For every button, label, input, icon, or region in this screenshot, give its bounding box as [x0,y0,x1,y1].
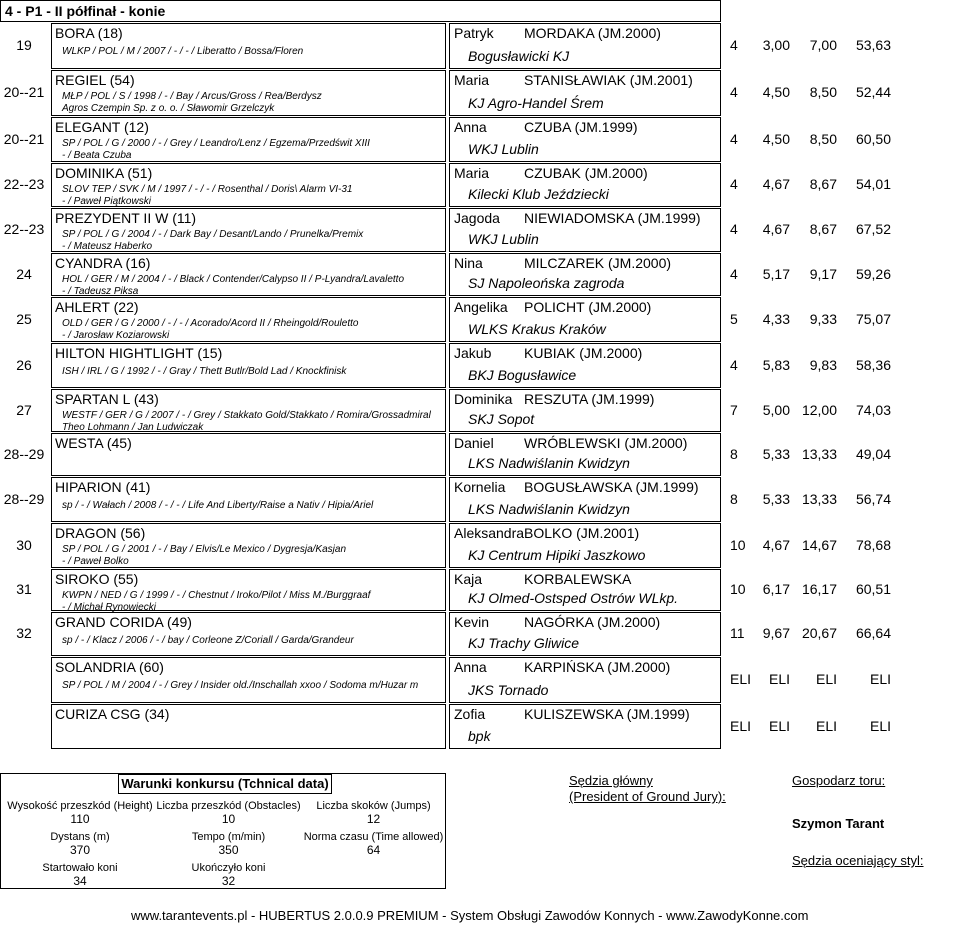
rider-cell [449,523,721,568]
rider-last-name: NIEWIADOMSKA (JM.1999) [524,210,701,226]
faults-round2: 4,67 [762,221,790,237]
faults-round1: 11 [730,625,745,641]
chief-judge-label-en: (President of Ground Jury): [569,789,726,804]
rider-last-name: STANISŁAWIAK (JM.2001) [524,72,693,88]
horse-name: DOMINIKA (51) [55,165,153,181]
placing: 25 [16,311,32,327]
finished-value: 32 [221,874,236,888]
rider-club: KJ Olmed-Ostsped Ostrów WLkp. [468,590,679,606]
faults-total: ELI [815,671,837,687]
faults-round1: 4 [730,221,738,237]
tempo-label: Tempo (m/min) [191,831,266,843]
rider-last-name: KUBIAK (JM.2000) [524,345,643,361]
faults-total: 9,83 [809,357,837,373]
horse-details: SP / POL / G / 2004 / - / Dark Bay / Desant/Lando / Prunelka/Premix [62,229,364,240]
result-row [0,343,960,388]
rider-last-name: BOLKO (JM.2001) [524,525,640,541]
faults-total: 13,33 [801,446,837,462]
page-title: 4 - P1 - II półfinał - konie [0,0,721,22]
rider-cell [449,612,721,656]
result-row [0,389,960,432]
time: 54,01 [855,176,891,192]
rider-first-name: Anna [454,119,487,135]
time: 60,50 [855,131,891,147]
host-label: Gospodarz toru: [792,773,886,788]
height-value: 110 [70,812,90,826]
placing: 22--23 [3,176,45,192]
faults-round2: 3,00 [762,37,790,53]
time: 60,51 [855,581,891,597]
time: 53,63 [855,37,891,53]
faults-round2: 4,33 [762,311,790,327]
horse-cell [51,163,446,207]
horse-cell [51,208,446,252]
rider-last-name: KORBALEWSKA [524,571,632,587]
rider-cell [449,163,721,207]
result-row [0,657,960,703]
chief-judge-label: Sędzia główny [569,773,653,788]
faults-round1: 4 [730,84,738,100]
horse-cell [51,477,446,522]
result-row [0,612,960,656]
faults-total: 16,17 [801,581,837,597]
result-row [0,253,960,296]
rider-club: Bogusławicki KJ [468,48,570,64]
faults-round1: 7 [730,402,738,418]
rider-cell [449,433,721,476]
faults-total: 8,67 [809,176,837,192]
faults-round2: 5,33 [762,446,790,462]
horse-name: PREZYDENT II W (11) [55,210,197,226]
height-label: Wysokość przeszkód (Height) [7,800,153,812]
result-row [0,163,960,207]
rider-first-name: Jakub [454,345,492,361]
placing: 27 [16,402,32,418]
faults-round2: ELI [768,718,790,734]
rider-last-name: MORDAKA (JM.2000) [524,25,661,41]
faults-round1: 8 [730,491,738,507]
faults-round1: 8 [730,446,738,462]
faults-round2: 4,50 [762,131,790,147]
horse-name: HILTON HIGHTLIGHT (15) [55,345,223,361]
distance-value: 370 [69,843,91,857]
horse-name: BORA (18) [55,25,123,41]
faults-round2: 5,83 [762,357,790,373]
faults-round1: 4 [730,176,738,192]
horse-name: AHLERT (22) [55,299,139,315]
rider-cell [449,657,721,703]
footer-text: www.tarantevents.pl - HUBERTUS 2.0.0.9 PREMIUM - System Obsługi Zawodów Konnych - www.ZawodyKonne.com [131,908,809,923]
placing: 26 [16,357,32,373]
horse-cell [51,433,446,476]
rider-cell [449,477,721,522]
rider-club: bpk [468,728,491,744]
rider-cell [449,389,721,432]
horse-name: WESTA (45) [55,435,132,451]
horse-name: REGIEL (54) [55,72,135,88]
rider-first-name: Dominika [454,391,513,407]
result-row [0,297,960,342]
rider-first-name: Kornelia [454,479,506,495]
time: 78,68 [855,537,891,553]
rider-club: BKJ Bogusławice [468,367,577,383]
started-value: 34 [73,874,87,888]
faults-round2: 4,67 [762,176,790,192]
faults-round1: 4 [730,266,738,282]
horse-details: HOL / GER / M / 2004 / - / Black / Contender/Calypso II / P-Lyandra/Lavaletto [62,274,405,285]
horse-cell [51,523,446,568]
time-allowed-value: 64 [366,843,381,857]
faults-total: 8,50 [809,131,837,147]
rider-first-name: Anna [454,659,487,675]
horse-details: MŁP / POL / S / 1998 / - / Bay / Arcus/Gross / Rea/Berdysz [62,91,322,102]
horse-cell [51,569,446,611]
obstacles-label: Liczba przeszkód (Obstacles) [156,800,301,812]
horse-cell [51,612,446,656]
rider-last-name: CZUBAK (JM.2000) [524,165,648,181]
horse-owner: - / Tadeusz Piksa [62,286,139,297]
horse-name: CYANDRA (16) [55,255,151,271]
time: 56,74 [855,491,891,507]
rider-first-name: Patryk [454,25,494,41]
rider-first-name: Aleksandra [454,525,525,541]
rider-cell [449,117,721,162]
placing: 19 [16,37,32,53]
faults-round1: 4 [730,357,738,373]
rider-club: KJ Agro-Handel Śrem [468,95,604,111]
result-row [0,117,960,162]
rider-cell [449,297,721,342]
faults-total: 9,17 [809,266,837,282]
horse-name: HIPARION (41) [55,479,151,495]
horse-details: sp / - / Wałach / 2008 / - / - / Life And Liberty/Raise a Nativ / Hipia/Ariel [62,500,374,511]
rider-first-name: Jagoda [454,210,500,226]
rider-cell [449,70,721,116]
rider-last-name: RESZUTA (JM.1999) [524,391,655,407]
faults-total: 14,67 [801,537,837,553]
horse-cell [51,657,446,703]
faults-round2: 4,67 [762,537,790,553]
placing: 28--29 [3,446,45,462]
horse-owner: - / Jarosław Koziarowski [62,330,170,341]
horse-owner: - / Paweł Bolko [62,556,129,567]
time: ELI [869,671,891,687]
jumps-label: Liczba skoków (Jumps) [316,800,431,812]
result-row [0,70,960,116]
faults-round1: 5 [730,311,738,327]
rider-cell [449,208,721,252]
rider-last-name: POLICHT (JM.2000) [524,299,652,315]
faults-round2: 5,17 [762,266,790,282]
rider-first-name: Daniel [454,435,494,451]
faults-total: 12,00 [801,402,837,418]
horse-details: KWPN / NED / G / 1999 / - / Chestnut / Iroko/Pilot / Miss M./Burggraaf [62,590,371,601]
horse-details: OLD / GER / G / 2000 / - / - / Acorado/Acord II / Rheingold/Rouletto [62,318,359,329]
jumps-value: 12 [366,812,381,826]
horse-name: SOLANDRIA (60) [55,659,164,675]
style-judge-label: Sędzia oceniający styl: [792,853,924,868]
faults-round1: 4 [730,37,738,53]
horse-owner: Agros Czempin Sp. z o. o. / Sławomir Grzelczyk [62,103,275,114]
faults-total: 8,67 [809,221,837,237]
rider-club: SJ Napoleońska zagroda [468,275,625,291]
placing: 32 [16,625,32,641]
rider-last-name: WRÓBLEWSKI (JM.2000) [524,435,688,451]
horse-details: SP / POL / G / 2000 / - / Grey / Leandro/Lenz / Egzema/Przedświt XIII [62,138,370,149]
rider-club: WLKS Krakus Kraków [468,321,606,337]
result-row [0,704,960,749]
horse-name: DRAGON (56) [55,525,146,541]
horse-owner: Theo Lohmann / Jan Ludwiczak [62,422,204,433]
rider-cell [449,253,721,296]
time: 49,04 [855,446,891,462]
rider-club: Kilecki Klub Jeździecki [468,186,609,202]
faults-total: 13,33 [801,491,837,507]
placing: 20--21 [3,131,45,147]
faults-round2: 9,67 [762,625,790,641]
rider-club: WKJ Lublin [468,231,539,247]
horse-owner: - / Michał Rynowiecki [62,602,156,613]
faults-total: ELI [815,718,837,734]
rider-first-name: Angelika [454,299,508,315]
conditions-table [0,773,446,889]
faults-total: 20,67 [801,625,837,641]
finished-label: Ukończyło koni [191,862,266,874]
rider-club: WKJ Lublin [468,141,539,157]
result-row [0,23,960,69]
rider-cell [449,23,721,69]
placing: 22--23 [3,221,45,237]
horse-cell [51,389,446,432]
host-name: Szymon Tarant [792,816,885,831]
result-row [0,523,960,568]
distance-label: Dystans (m) [50,831,110,843]
horse-details: ISH / IRL / G / 1992 / - / Gray / Thett Butlr/Bold Lad / Knockfinisk [62,366,347,377]
rider-club: LKS Nadwiślanin Kwidzyn [468,455,630,471]
rider-club: KJ Centrum Hipiki Jaszkowo [468,547,646,563]
time: 58,36 [855,357,891,373]
time: ELI [869,718,891,734]
horse-details: SP / POL / G / 2001 / - / Bay / Elvis/Le Mexico / Dygresja/Kasjan [62,544,347,555]
placing: 20--21 [3,84,45,100]
horse-owner: - / Beata Czuba [62,150,132,161]
horse-cell [51,117,446,162]
placing: 31 [16,581,32,597]
horse-cell [51,253,446,296]
started-label: Startowało koni [42,862,118,874]
placing: 24 [16,266,32,282]
faults-round1: 10 [730,537,746,553]
rider-first-name: Maria [454,72,490,88]
rider-club: JKS Tornado [468,682,549,698]
horse-cell [51,23,446,69]
obstacles-value: 10 [221,812,236,826]
rider-first-name: Kevin [454,614,490,630]
faults-total: 7,00 [809,37,837,53]
horse-details: WLKP / POL / M / 2007 / - / - / Liberatto / Bossa/Floren [62,46,304,57]
rider-club: KJ Trachy Gliwice [468,635,579,651]
faults-round1: 4 [730,131,738,147]
horse-name: ELEGANT (12) [55,119,149,135]
rider-first-name: Maria [454,165,490,181]
result-row [0,477,960,522]
placing: 30 [16,537,32,553]
faults-round2: ELI [768,671,790,687]
result-row [0,208,960,252]
rider-club: SKJ Sopot [468,411,535,427]
rider-last-name: BOGUSŁAWSKA (JM.1999) [524,479,699,495]
faults-round2: 5,33 [762,491,790,507]
faults-total: 8,50 [809,84,837,100]
horse-details: WESTF / GER / G / 2007 / - / Grey / Stakkato Gold/Stakkato / Romira/Grossadmiral [62,410,431,421]
horse-cell [51,70,446,116]
rider-cell [449,343,721,388]
rider-first-name: Zofia [454,706,486,722]
time: 59,26 [855,266,891,282]
horse-cell [51,297,446,342]
time: 75,07 [855,311,891,327]
time: 74,03 [855,402,891,418]
time: 67,52 [855,221,891,237]
rider-last-name: KARPIŃSKA (JM.2000) [524,659,671,675]
faults-round2: 4,50 [762,84,790,100]
horse-name: SPARTAN L (43) [55,391,159,407]
time-allowed-label: Norma czasu (Time allowed) [303,831,444,843]
result-row [0,433,960,476]
rider-last-name: MILCZAREK (JM.2000) [524,255,672,271]
horse-name: SIROKO (55) [55,571,139,587]
horse-owner: - / Paweł Piątkowski [62,196,151,207]
faults-round1: ELI [730,718,752,734]
time: 66,64 [855,625,891,641]
rider-cell [449,569,721,611]
horse-details: sp / - / Klacz / 2006 / - / bay / Corleone Z/Coriall / Garda/Grandeur [62,635,354,646]
rider-last-name: NAGÓRKA (JM.2000) [524,614,661,630]
faults-round1: 10 [730,581,746,597]
placing: 28--29 [3,491,45,507]
time: 52,44 [855,84,891,100]
horse-owner: - / Mateusz Haberko [62,241,153,252]
faults-round2: 6,17 [762,581,790,597]
rider-first-name: Nina [454,255,483,271]
conditions-title: Warunki konkursu (Tchnical data) [118,774,332,794]
result-row [0,569,960,611]
rider-last-name: KULISZEWSKA (JM.1999) [524,706,690,722]
faults-total: 9,33 [809,311,837,327]
tempo-value: 350 [218,843,239,857]
horse-details: SLOV TEP / SVK / M / 1997 / - / - / Rosenthal / Doris\ Alarm VI-31 [62,184,353,195]
rider-last-name: CZUBA (JM.1999) [524,119,638,135]
rider-cell [449,704,721,749]
rider-club: LKS Nadwiślanin Kwidzyn [468,501,630,517]
faults-round1: ELI [730,671,752,687]
faults-round2: 5,00 [762,402,790,418]
horse-name: GRAND CORIDA (49) [55,614,192,630]
rider-first-name: Kaja [454,571,483,587]
horse-cell [51,704,446,749]
horse-cell [51,343,446,388]
horse-name: CURIZA CSG (34) [55,706,170,722]
horse-details: SP / POL / M / 2004 / - / Grey / Insider old./Inschallah xxoo / Sodoma m/Huzar m [62,680,419,691]
